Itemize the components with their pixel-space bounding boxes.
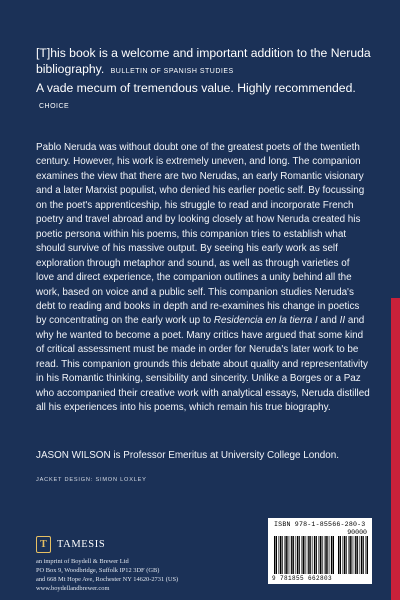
- price-code: 90000: [347, 529, 367, 536]
- publisher-logo: [36, 536, 178, 553]
- barcode-number: 9 781855 662803: [272, 575, 333, 582]
- work-title: Residencia en la tierra I: [213, 315, 318, 327]
- quote-source: CHOICE: [39, 102, 70, 110]
- quote-source: BULLETIN OF SPANISH STUDIES: [110, 67, 234, 75]
- publisher-name: TAMESIS: [57, 539, 106, 550]
- isbn-barcode: [268, 518, 372, 584]
- author-bio: JASON WILSON is Professor Emeritus at University College London.: [36, 450, 339, 461]
- description-text: and: [317, 315, 340, 327]
- barcode-bars-icon: [274, 536, 334, 574]
- imprint-line: an imprint of Boydell & Brewer Ltd: [36, 558, 129, 565]
- tamesis-logo-icon: T: [36, 536, 51, 553]
- imprint-info: [36, 557, 178, 593]
- description-text: Pablo Neruda was without doubt one of the greatest poets of the twentieth century. However, his work is extremely uneven, and long. The companion examines the view that there are two Nerudas, an early Romantic visionary and a later Marxist populist, who denied his earlier poetic self. By focussing on the poet's apprenticeship, his struggle to read and incorporate French poetry and travel abroad and by looking closely at how Neruda created his poetic persona within his poems, this companion tries to establish what should survive of his massive output. By seeing his early work as self exploration through metaphor and sound, as well as through varieties of love and direct experience, the companion outlines a unity behind all the work, based on voice and a public self. This companion studies Neruda's debt to reading and books in depth and re-examines his change in poetics by concentrating on the early work up to: [36, 142, 365, 327]
- review-quote-2: [36, 81, 371, 114]
- isbn-label: ISBN 978-1-85566-280-3: [274, 521, 366, 528]
- imprint-line: PO Box 9, Woodbridge, Suffolk IP12 3DF (GB): [36, 567, 160, 574]
- jacket-credit: JACKET DESIGN: SIMON LOXLEY: [36, 477, 147, 483]
- barcode-addon-bars-icon: [338, 536, 368, 574]
- publisher-website: www.boydellandbrewer.com: [36, 585, 110, 592]
- quote-text: [T]his book is a welcome and important addition to the Neruda bibliography.: [36, 46, 371, 76]
- work-title: II: [339, 315, 346, 327]
- description-text: and why he wanted to become a poet. Many critics have argued that some kind of critical assessment must be made in order for Neruda's later work to be read. This companion grounds this debate about quality and representativity in his Romantic thinking, sensibility and sincerity. Unlike a Borges or a Paz who accompanied their creative work with analytical essays, Neruda distilled all his experiences into his poems, which remain his true biography.: [36, 315, 370, 414]
- review-quote-1: [36, 46, 371, 79]
- red-spine-accent: [391, 298, 400, 600]
- publisher-block: [36, 536, 178, 593]
- quote-text: A vade mecum of tremendous value. Highly recommended.: [36, 81, 356, 95]
- book-description: [36, 141, 370, 416]
- imprint-line: and 668 Mt Hope Ave, Rochester NY 14620-2731 (US): [36, 576, 179, 583]
